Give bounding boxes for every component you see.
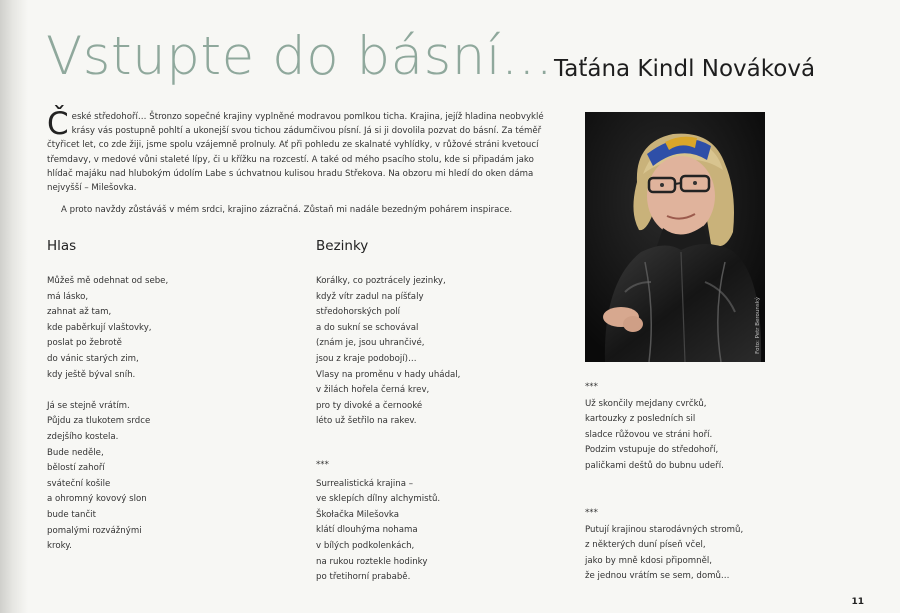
poem-line: Já se stejně vrátím. (47, 400, 130, 411)
poem-line: středohorských polí (316, 307, 401, 318)
poem-line: ve sklepích dílny alchymistů. (316, 494, 441, 505)
poem-line: bělostí zahoří (47, 463, 105, 474)
poem-line: do vánic starých zim, (47, 353, 139, 364)
poem-line: pro ty divoké a černooké (316, 400, 423, 411)
poem-line: sváteční košile (47, 478, 111, 489)
poem-line: kdy ještě býval sníh. (47, 369, 136, 380)
author-portrait-image (585, 112, 765, 362)
poem-line: klátí dlouhýma nohama (316, 525, 418, 536)
drop-cap: Č (47, 106, 69, 142)
poem-line: kde paběrkují vlaštovky, (47, 322, 152, 333)
photo-credit: Foto: Petr Berounský (755, 297, 761, 354)
poem-line: Můžeš mě odehnat od sebe, (47, 276, 169, 286)
poem-line: zahnat až tam, (47, 307, 112, 318)
poem-cvrcku (585, 380, 724, 475)
poem-separator-marker: *** (585, 508, 598, 518)
intro-paragraph-1 (47, 106, 557, 195)
poem-line: Korálky, co poztrácely jezinky, (316, 276, 446, 286)
poem-line: zdejšího kostela. (47, 431, 119, 442)
poem-line: Podzim vstupuje do středohoří, (585, 445, 719, 456)
poem-line: kartouzky z posledních sil (585, 414, 696, 425)
poem-line: že jednou vrátím se sem, domů… (585, 571, 730, 582)
poem-line: Půjdu za tlukotem srdce (47, 416, 151, 427)
poem-separator-marker: *** (316, 460, 329, 470)
poem-line: po třetihorní prababě. (316, 572, 411, 583)
poem-line: a do sukní se schovával (316, 322, 419, 333)
poem-line: Škołačka Milešovka (316, 509, 400, 520)
poem-separator-marker: *** (585, 382, 598, 392)
poem-line: (znám je, jsou uhrančivé, (316, 338, 425, 349)
page-number: 11 (851, 597, 864, 607)
poem-line: Putují krajinou starodávných stromů, (585, 524, 744, 535)
poem-line: jsou z kraje podobojí)… (316, 353, 417, 364)
poem-surrealisticka (316, 458, 440, 586)
poem-line: bude tančit (47, 509, 96, 520)
author-photo (585, 112, 765, 362)
poem-bezinky-stanza-1 (316, 274, 460, 430)
poem-line: sladce růžovou ve stráni hoří. (585, 429, 713, 440)
poem-title-bezinky: Bezinky (316, 238, 369, 254)
poem-line: na rukou roztekle hodinky (316, 556, 428, 567)
poem-line: Surrealistická krajina – (316, 478, 414, 489)
poem-line: a ohromný kovový slon (47, 494, 147, 505)
poem-line: má lásko, (47, 291, 89, 302)
poem-line: jako by mně kdosi připomněl, (585, 555, 713, 566)
intro-text (47, 106, 557, 217)
poem-hlas-stanza-1 (47, 274, 168, 383)
poem-line: Bude neděle, (47, 447, 104, 458)
poem-line: z některých duní píseň včel, (585, 540, 706, 551)
author-name: Taťána Kindl Nováková (554, 56, 816, 82)
poem-line: Vlasy na proměnu v hady uhádal, (316, 369, 461, 380)
poem-krajinou (585, 506, 743, 585)
poem-hlas (47, 274, 168, 570)
poem-bezinky (316, 274, 460, 446)
poem-line: paličkami deštů do bubnu udeří. (585, 460, 724, 471)
poem-line: když vítr zadul na píšťaly (316, 291, 424, 302)
poem-title-hlas: Hlas (47, 238, 77, 254)
poem-line: v bílých podkolenkách, (316, 540, 415, 551)
poem-line: v žilách hořela černá krev, (316, 385, 430, 396)
poem-line: pomalými rozvážnými (47, 525, 142, 536)
page-gutter-shadow (0, 0, 28, 613)
poem-line: léto už šetřilo na rakev. (316, 416, 417, 427)
intro-paragraph-1-text: eské středohoří… Štronzo sopečné krajiny vyplněné modravou pomlkou ticha. Krajina, jejíž hladina neobvyklé krásy vás postupně pohltí a ukonejší svou tichou zádumčivou písní. Já si ji dovolila pozvat do básní. Za téměř čtyřicet let, co zde žiji, jsme spolu vzájemně prolnuly. Ať při pohledu ze skalnaté vyhlídky, v růžové stráni kvetoucí třemdavy, v medové vůni staleté lípy, či u křížku na rozcestí. A také od mého psacího stolu, kde si připadám jako hlídač majáku nad hlubokým údolím Labe s úchvatnou kulisou hradu Střekova. Na obzoru mi hledí do oken dáma nejvyšší – Milešovka. (47, 112, 544, 194)
intro-paragraph-2: A proto navždy zůstáváš v mém srdci, krajino zázračná. Zůstaň mi nadále bezedným pohárem inspirace. (61, 205, 513, 216)
poem-line: poslat po žebrotě (47, 338, 122, 349)
page-title: Vstupte do básní... (46, 26, 554, 87)
poem-hlas-stanza-2 (47, 399, 168, 555)
poem-line: kroky. (47, 541, 72, 552)
poem-line: Už skončily mejdany cvrčků, (585, 398, 707, 409)
